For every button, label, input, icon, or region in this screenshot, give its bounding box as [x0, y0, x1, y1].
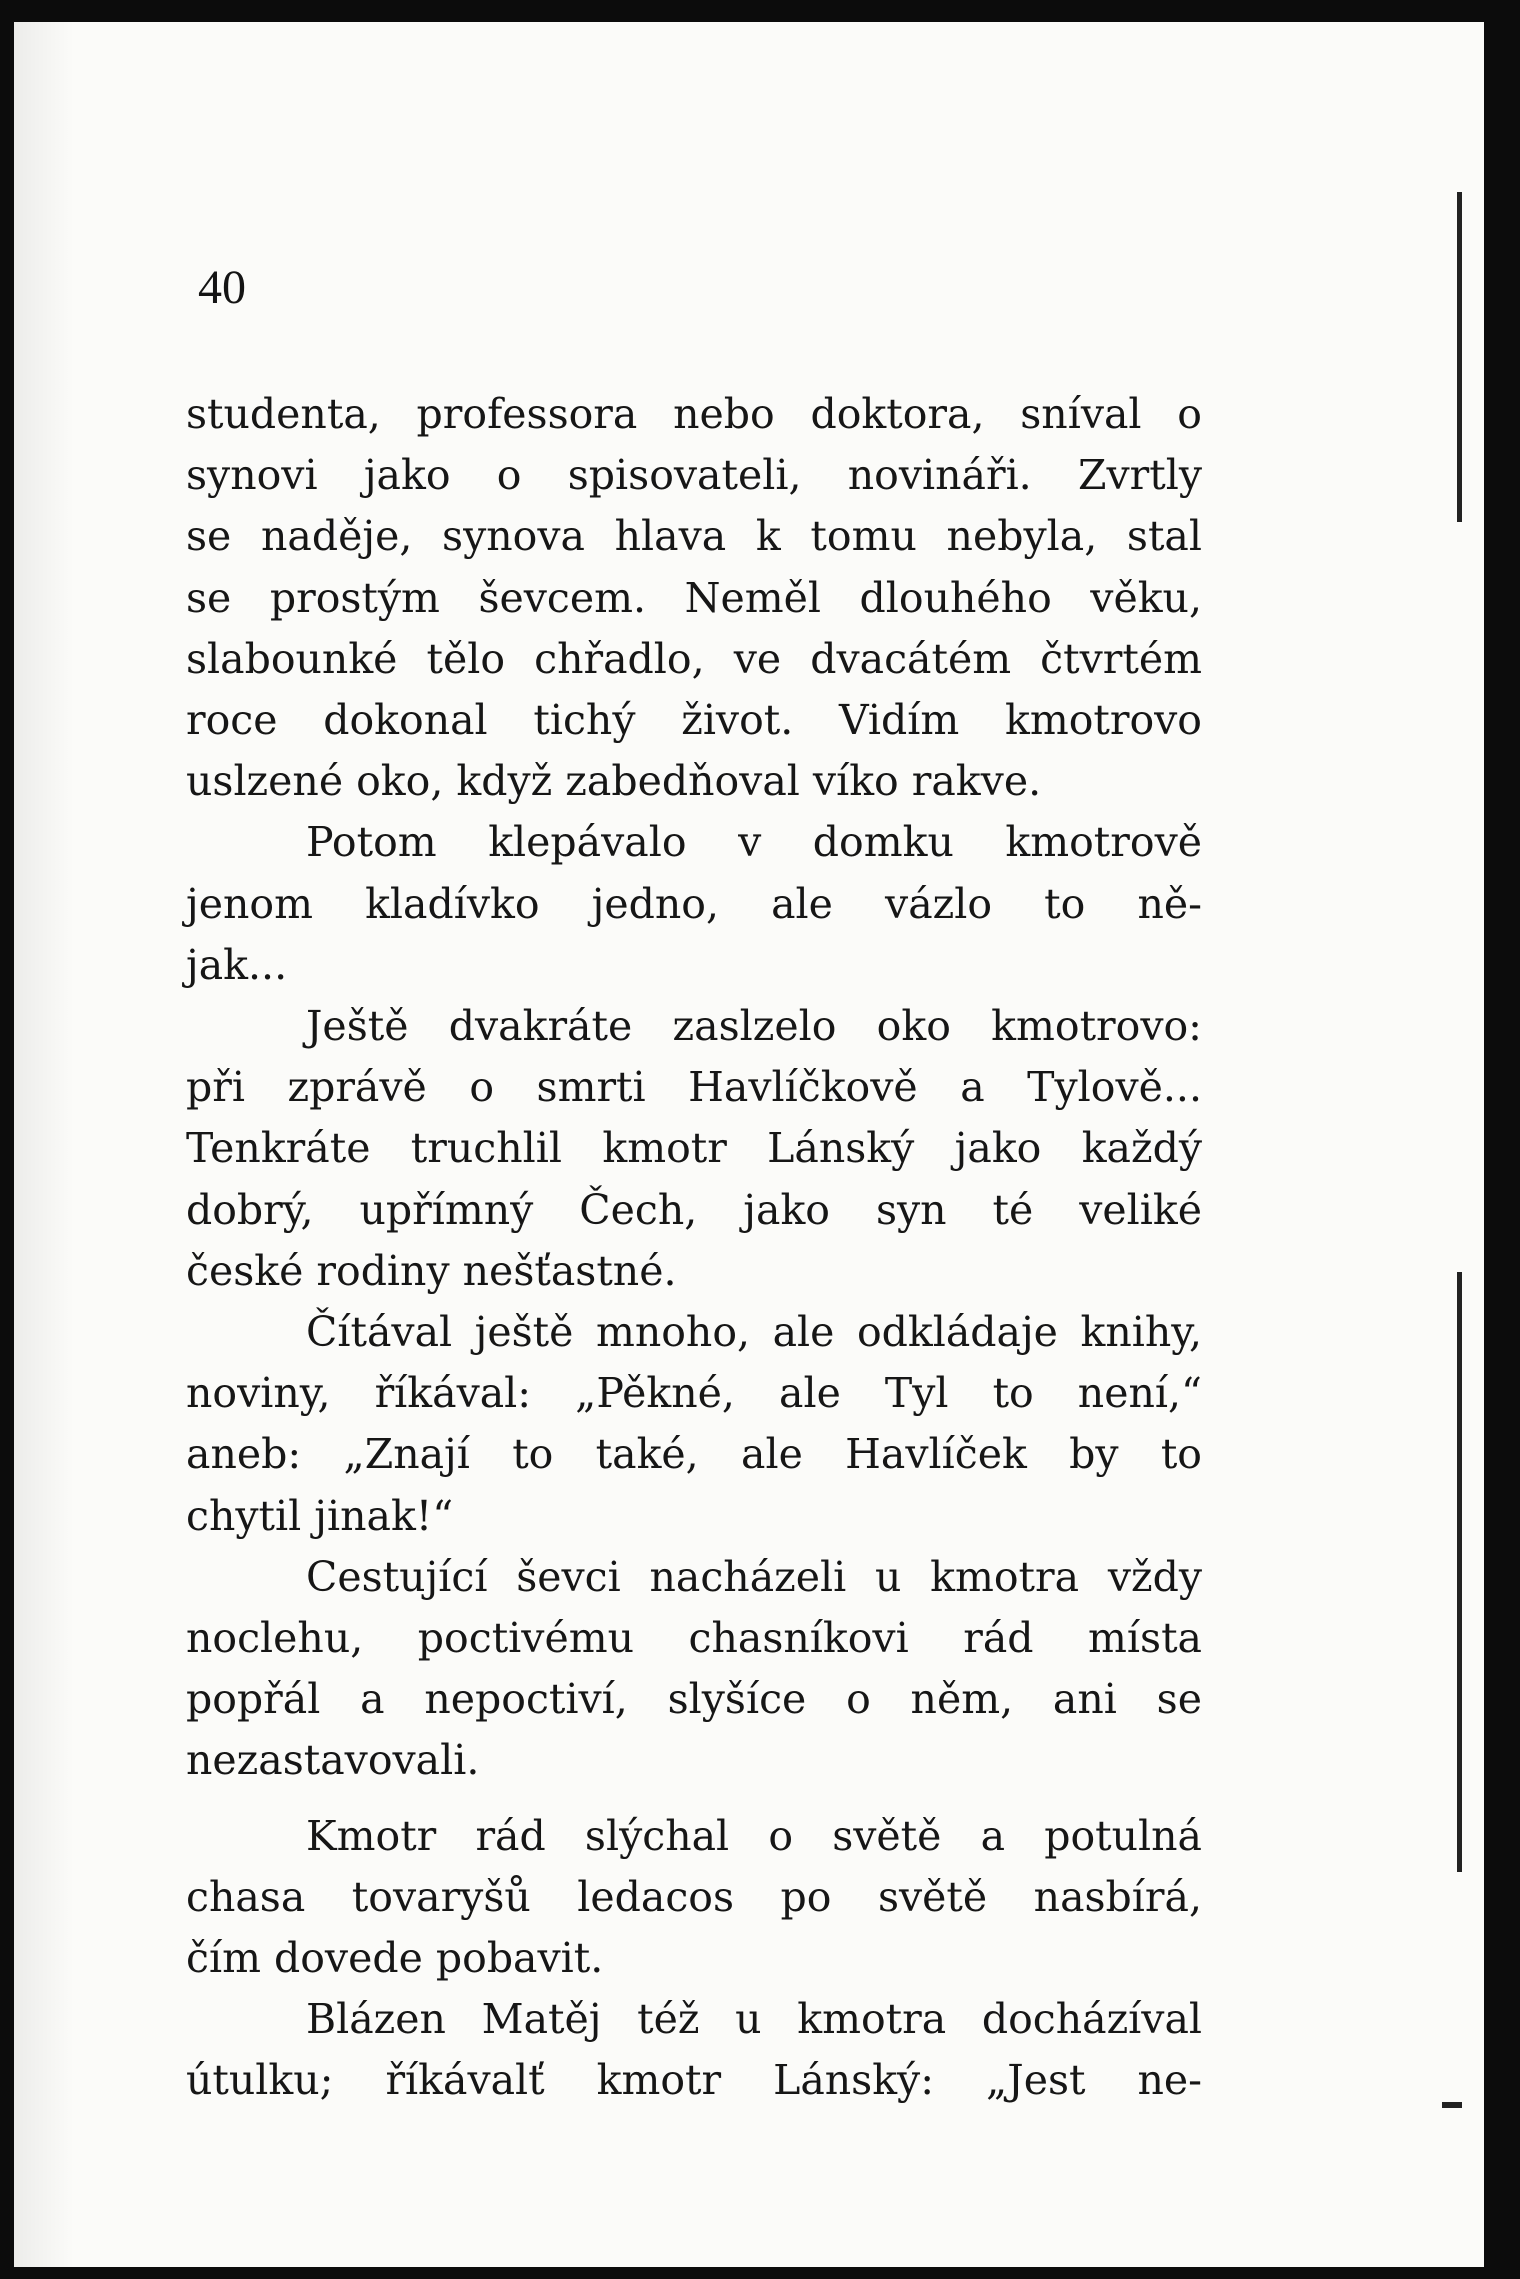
- text-line: dobrý, upřímný Čech, jako syn té veliké: [186, 1185, 1202, 1234]
- page-edge-shadow: [14, 22, 74, 2267]
- text-line: uslzené oko, když zabedňoval víko rakve.: [186, 757, 1042, 806]
- text-line: chytil jinak!“: [186, 1491, 454, 1540]
- paragraph-start: Čítával ještě mnoho, ale odkládaje knihy,: [306, 1308, 1202, 1357]
- text-line: slabounké tělo chřadlo, ve dvacátém čtvrtém: [186, 634, 1202, 683]
- text-line: útulku; říkávalť kmotr Lánský: „Jest ne-: [186, 2056, 1202, 2105]
- paragraph-start: Blázen Matěj též u kmotra docházíval: [306, 1995, 1202, 2044]
- paragraph-start: Ještě dvakráte zaslzelo oko kmotrovo:: [306, 1002, 1202, 1051]
- margin-rule-mark: [1457, 1272, 1462, 1872]
- text-line: noviny, říkával: „Pěkné, ale Tyl to není,“: [186, 1369, 1202, 1418]
- page-number: 40: [198, 261, 246, 314]
- margin-rule-mark: [1457, 192, 1462, 522]
- text-line: studenta, professora nebo doktora, sníval o: [186, 390, 1202, 438]
- body-text: [186, 384, 1202, 2112]
- book-page: [14, 22, 1484, 2267]
- paragraph-start: Cestující ševci nacházeli u kmotra vždy: [306, 1552, 1202, 1601]
- paragraph-start: Kmotr rád slýchal o světě a potulná: [306, 1811, 1202, 1860]
- text-line: se prostým ševcem. Neměl dlouhého věku,: [186, 573, 1202, 622]
- paragraph-start: Potom klepávalo v domku kmotrově: [306, 818, 1202, 867]
- text-line: jak...: [186, 940, 288, 989]
- text-line: roce dokonal tichý život. Vidím kmotrovo: [186, 696, 1202, 745]
- text-line: jenom kladívko jedno, ale vázlo to ně-: [186, 879, 1202, 928]
- text-line: čím dovede pobavit.: [186, 1934, 604, 1983]
- text-line: při zprávě o smrti Havlíčkově a Tylově...: [186, 1063, 1202, 1112]
- text-line: se naděje, synova hlava k tomu nebyla, stal: [186, 512, 1202, 561]
- text-line: české rodiny nešťastné.: [186, 1246, 677, 1295]
- text-line: nezastavovali.: [186, 1736, 480, 1785]
- text-line: aneb: „Znají to také, ale Havlíček by to: [186, 1430, 1202, 1479]
- text-line: synovi jako o spisovateli, novináři. Zvrtly: [186, 451, 1202, 500]
- text-line: chasa tovaryšů ledacos po světě nasbírá,: [186, 1872, 1202, 1921]
- margin-rule-mark: [1442, 2102, 1462, 2108]
- text-line: noclehu, poctivému chasníkovi rád místa: [186, 1614, 1202, 1663]
- text-line: Tenkráte truchlil kmotr Lánský jako každý: [186, 1124, 1202, 1173]
- text-line: popřál a nepoctiví, slyšíce o něm, ani se: [186, 1675, 1202, 1724]
